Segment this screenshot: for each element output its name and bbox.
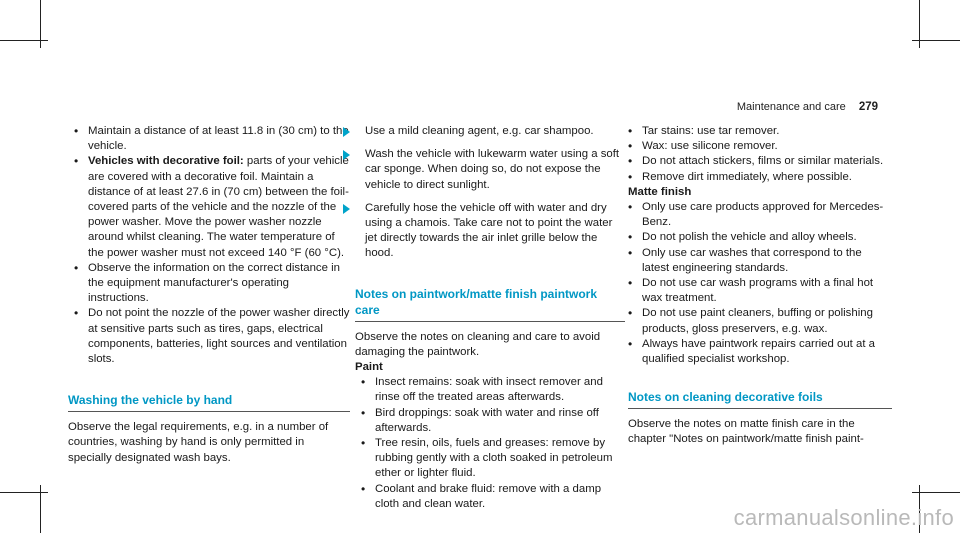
arrow-icon bbox=[343, 204, 350, 214]
list-item: • Wax: use silicone remover. bbox=[622, 139, 892, 154]
list-item: • Do not use car wash programs with a final hot wax treatment. bbox=[622, 276, 892, 306]
arrow-icon bbox=[343, 150, 350, 160]
paragraph: Observe the notes on matte finish care in the chapter "Notes on paintwork/matte finish paint- bbox=[628, 418, 864, 446]
crop-mark bbox=[912, 40, 960, 41]
list-item: • Do not polish the vehicle and alloy wheels. bbox=[622, 230, 892, 245]
arrow-icon bbox=[343, 127, 350, 137]
list-item: • Only use car washes that correspond to the latest engineering standards. bbox=[622, 246, 892, 276]
crop-mark bbox=[0, 492, 48, 493]
list-item: • Remove dirt immediately, where possible. bbox=[622, 170, 892, 185]
step-text: Use a mild cleaning agent, e.g. car shampoo. bbox=[365, 125, 594, 137]
sub-heading: Matte finish bbox=[628, 185, 692, 198]
list-item: • Only use care products approved for Mercedes-Benz. bbox=[622, 200, 892, 230]
list-item: • Do not attach stickers, films or similar materials. bbox=[622, 154, 892, 169]
list-item: • Do not point the nozzle of the power washer directly at sensitive parts such as tires, gaps, electrical components, batteries, light sources and ventilation slots. bbox=[68, 306, 350, 367]
item-text: parts of your vehicle are covered with a decorative foil. Maintain a distance of at least 27.6 in (70 cm) between the foil-covered parts of the vehicle and the nozzle of the power washer. Move the power washer nozzle around whilst cleaning. The water temperature of the power washer must not exceed 140 °F (60 °C). bbox=[88, 155, 349, 259]
step-text: Carefully hose the vehicle off with water and dry using a chamois. Take care not to point the water jet directly towards the air inlet grille below the hood. bbox=[365, 201, 613, 260]
column-2 bbox=[335, 124, 625, 512]
watermark: carmanualsonline.info bbox=[733, 505, 954, 530]
paragraph: Observe the legal requirements, e.g. in a number of countries, washing by hand is only permitted in specially designated wash bays. bbox=[68, 421, 329, 464]
step-item bbox=[335, 124, 625, 139]
list-item bbox=[68, 154, 350, 260]
section-title: Washing the vehicle by hand bbox=[68, 392, 350, 412]
list-item: • Tar stains: use tar remover. bbox=[622, 124, 892, 139]
list-item: • Always have paintwork repairs carried out at a qualified specialist workshop. bbox=[622, 337, 892, 367]
crop-mark bbox=[912, 492, 960, 493]
list-item: • Coolant and brake fluid: remove with a damp cloth and clean water. bbox=[355, 482, 625, 512]
list-item: • Tree resin, oils, fuels and greases: remove by rubbing gently with a cloth soaked in petroleum ether or lighter fluid. bbox=[355, 436, 625, 482]
section-title: Notes on paintwork/matte finish paintwork care bbox=[355, 286, 625, 322]
paragraph: Observe the notes on cleaning and care to avoid damaging the paintwork. bbox=[355, 330, 601, 358]
page-header bbox=[737, 101, 878, 113]
list-item: • Insect remains: soak with insect remover and rinse off the treated areas afterwards. bbox=[355, 375, 625, 405]
list-item: • Observe the information on the correct distance in the equipment manufacturer's operating instructions. bbox=[68, 261, 350, 307]
step-text: Wash the vehicle with lukewarm water using a soft car sponge. When doing so, do not expose the vehicle to direct sunlight. bbox=[365, 148, 620, 191]
section-title: Notes on cleaning decorative foils bbox=[628, 389, 892, 409]
header-title: Maintenance and care bbox=[736, 101, 846, 113]
column-1 bbox=[68, 124, 350, 466]
list-item: • Bird droppings: soak with water and rinse off afterwards. bbox=[355, 406, 625, 436]
list-item: • Maintain a distance of at least 11.8 in (30 cm) to the vehicle. bbox=[68, 124, 350, 154]
page-number: 279 bbox=[858, 101, 878, 113]
sub-heading: Paint bbox=[355, 361, 383, 374]
list-item: • Do not use paint cleaners, buffing or polishing products, gloss preservers, e.g. wax. bbox=[622, 306, 892, 336]
column-3 bbox=[622, 124, 892, 448]
crop-mark bbox=[0, 40, 48, 41]
step-item bbox=[335, 201, 625, 262]
step-item bbox=[335, 147, 625, 193]
bold-label: Vehicles with decorative foil: bbox=[88, 155, 244, 168]
